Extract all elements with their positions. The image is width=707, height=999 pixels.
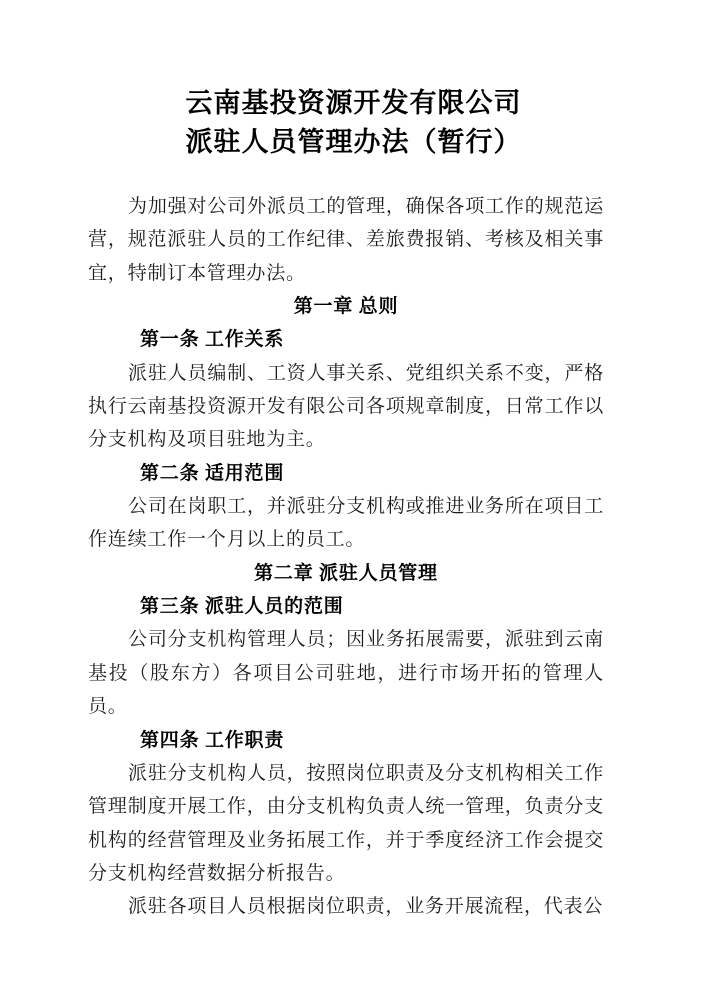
title-line-1: 云南基投资源开发有限公司 bbox=[185, 88, 522, 118]
chapter-heading-2: 第二章 派驻人员管理 bbox=[254, 562, 438, 584]
article-heading-4: 第四条 工作职责 bbox=[140, 729, 285, 751]
document-title bbox=[0, 84, 707, 162]
intro-paragraph: 为加强对公司外派员工的管理，确保各项工作的规范运营，规范派驻人员的工作纪律、差旅费报销、考核及相关事宜，特制订本管理办法。 bbox=[88, 196, 604, 284]
article-1-paragraph: 派驻人员编制、工资人事关系、党组织关系不变，严格执行云南基投资源开发有限公司各项规章制度，日常工作以分支机构及项目驻地为主。 bbox=[88, 362, 604, 451]
article-heading-3: 第三条 派驻人员的范围 bbox=[140, 596, 344, 618]
article-3-paragraph: 公司分支机构管理人员；因业务拓展需要，派驻到云南基投（股东方）各项目公司驻地，进行市场开拓的管理人员。 bbox=[88, 629, 604, 718]
chapter-heading-1: 第一章 总则 bbox=[293, 296, 399, 318]
article-4-paragraph-2: 派驻各项目人员根据岗位职责，业务开展流程，代表公 bbox=[128, 896, 604, 918]
document-body bbox=[88, 190, 604, 924]
article-2-paragraph: 公司在岗职工，并派驻分支机构或推进业务所在项目工作连续工作一个月以上的员工。 bbox=[88, 496, 604, 551]
article-heading-1: 第一条 工作关系 bbox=[140, 329, 285, 351]
title-line-2: 派驻人员管理办法（暂行） bbox=[185, 127, 522, 157]
article-heading-2: 第二条 适用范围 bbox=[140, 462, 285, 484]
article-4-paragraph-1: 派驻分支机构人员，按照岗位职责及分支机构相关工作管理制度开展工作，由分支机构负责人统一管理，负责分支机构的经营管理及业务拓展工作，并于季度经济工作会提交分支机构经营数据分析报告。 bbox=[88, 762, 604, 884]
